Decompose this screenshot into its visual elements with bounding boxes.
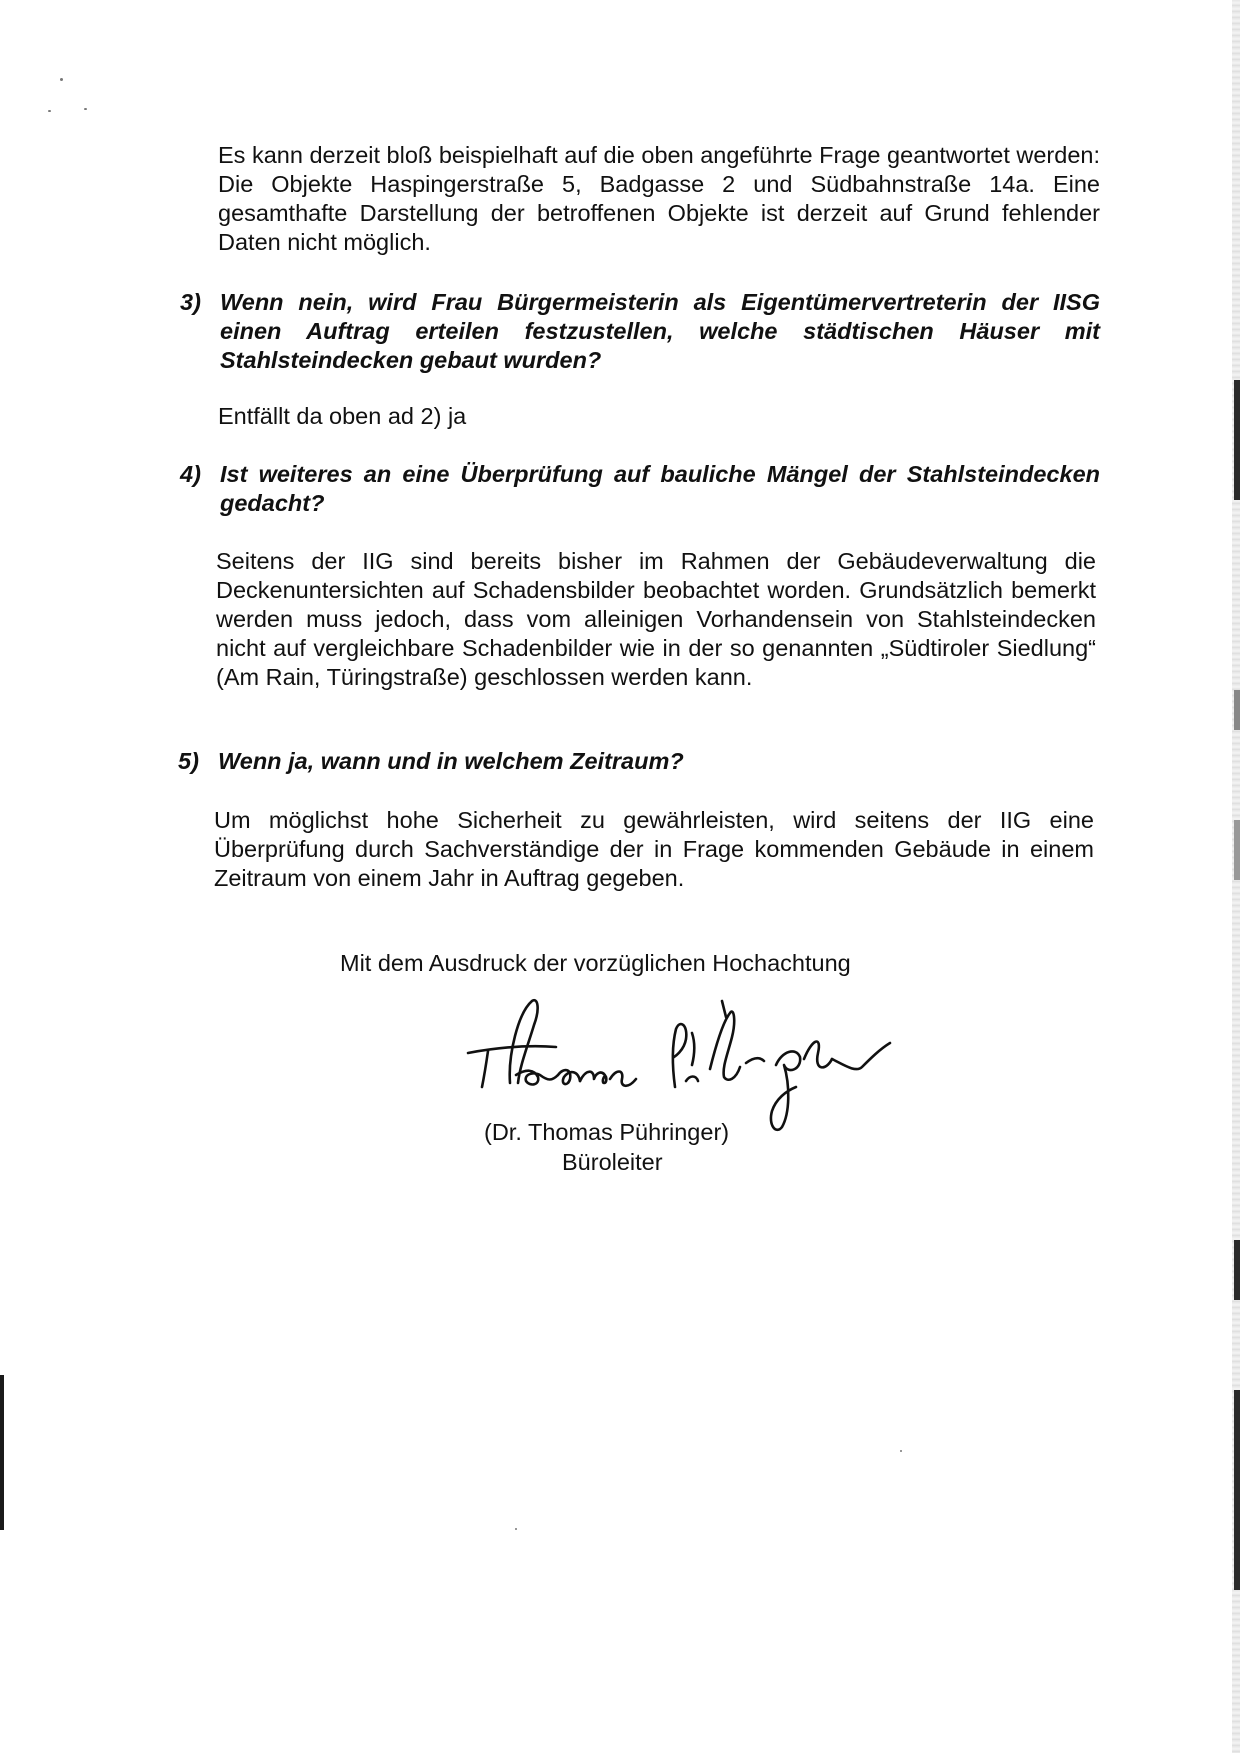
question-text: Ist weiteres an eine Überprüfung auf bauliche Mängel der Stahlsteindecken gedacht? (220, 461, 1100, 516)
scan-speck (60, 78, 63, 81)
signatory-name: (Dr. Thomas Pühringer) (484, 1119, 730, 1145)
scan-artifact-bar (1234, 820, 1240, 880)
scan-speck (515, 1528, 517, 1530)
scan-artifact-bar (1234, 690, 1240, 730)
answer-5: Um möglichst hohe Sicherheit zu gewährleisten, wird seitens der IIG eine Überprüfung durch Sachverständige der in Frage kommenden Gebäude in einem Zeitraum von einem Jahr in Auftrag gegeben. (214, 807, 1094, 891)
signatory-title: Büroleiter (562, 1149, 663, 1175)
question-text: Wenn ja, wann und in welchem Zeitraum? (218, 748, 684, 774)
scan-artifact-bar (1234, 1240, 1240, 1300)
question-text: Wenn nein, wird Frau Bürgermeisterin als Eigentümervertreterin der IISG einen Auftrag erteilen festzustellen, welche städtischen Häuser mit Stahlsteindecken gebaut wurden? (220, 289, 1100, 373)
answer-4: Seitens der IIG sind bereits bisher im Rahmen der Gebäudeverwaltung die Deckenuntersichten auf Schadensbilder beobachtet worden. Grundsätzlich bemerkt werden muss jedoch, dass vom alleinigen Vorhandensein von Stahlsteindecken nicht auf vergleichbare Schadenbilder wie in der so genannten „Südtiroler Siedlung“ (Am Rain, Türingstraße) geschlossen werden kann. (216, 548, 1096, 690)
question-number: 4) (180, 461, 201, 487)
intro-paragraph: Es kann derzeit bloß beispielhaft auf die oben angeführte Frage geantwortet werden: Die Objekte Haspingerstraße 5, Badgasse 2 und Südbahnstraße 14a. Eine gesamthafte Darstellung der betroffenen Objekte ist derzeit auf Grund fehlender Daten nicht möglich. (218, 142, 1100, 255)
scan-speck (900, 1450, 902, 1452)
closing-greeting: Mit dem Ausdruck der vorzüglichen Hochachtung (340, 950, 851, 976)
answer-3: Entfällt da oben ad 2) ja (218, 403, 467, 429)
question-3 (180, 288, 1100, 378)
scan-speck (48, 110, 51, 112)
scan-artifact-bar (1234, 1390, 1240, 1590)
question-4 (180, 460, 1100, 520)
scan-edge-left (0, 1375, 4, 1530)
scan-speck (84, 108, 87, 110)
question-number: 3) (180, 289, 201, 315)
scan-artifact-bar (1234, 380, 1240, 500)
question-5 (178, 747, 1098, 779)
question-number: 5) (178, 748, 199, 774)
